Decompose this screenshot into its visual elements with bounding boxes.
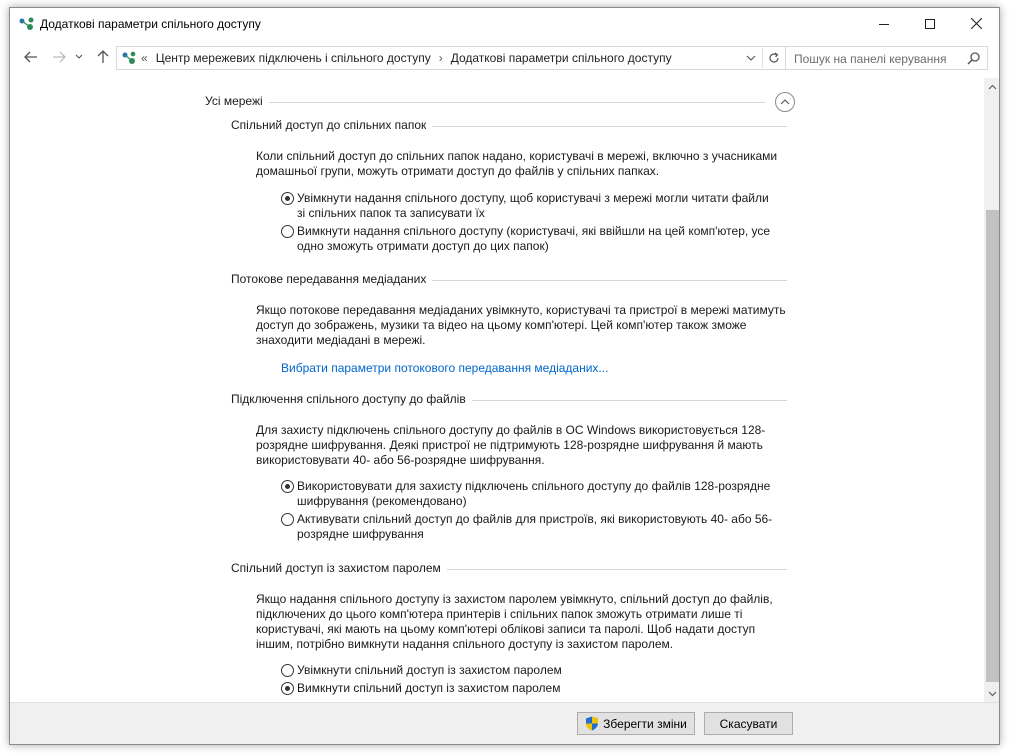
radio-option[interactable] bbox=[281, 479, 781, 509]
section-description: Коли спільний доступ до спільних папок надано, користувачі в мережі, включно з учасниками домашньої групи, можуть отримати доступ до файлів у спільних папках. bbox=[256, 149, 778, 178]
chevron-down-icon bbox=[746, 55, 756, 61]
arrow-left-icon bbox=[24, 51, 38, 63]
radio-button-checked[interactable] bbox=[281, 682, 294, 695]
radio-option[interactable] bbox=[281, 681, 781, 697]
arrow-up-icon bbox=[97, 50, 109, 64]
address-bar[interactable] bbox=[116, 46, 786, 70]
chevron-down-icon bbox=[75, 54, 83, 60]
radio-button[interactable] bbox=[281, 225, 294, 238]
section-media-streaming-header bbox=[231, 272, 787, 288]
title-bar bbox=[10, 8, 999, 40]
scrollbar-thumb[interactable] bbox=[986, 210, 999, 682]
minimize-button[interactable] bbox=[861, 8, 907, 39]
radio-label[interactable]: Використовувати для захисту підключень спільного доступу до файлів 128-розрядне шифрування (рекомендовано) bbox=[297, 479, 771, 508]
radio-button[interactable] bbox=[281, 513, 294, 526]
radio-option[interactable] bbox=[281, 224, 781, 254]
section-description: Для захисту підключень спільного доступу до файлів в ОС Windows використовується 128-розрядне шифрування. Деякі пристрої не підтримують 128-розрядне шифрування й мають використовувати 40- або 56-розрядне шифрування. bbox=[256, 423, 766, 467]
refresh-icon bbox=[768, 52, 780, 64]
save-changes-label: Зберегти зміни bbox=[603, 716, 687, 731]
radio-option[interactable] bbox=[281, 191, 781, 221]
breadcrumb-overflow[interactable]: « bbox=[141, 51, 148, 65]
cancel-button[interactable] bbox=[704, 712, 793, 735]
maximize-button[interactable] bbox=[907, 8, 953, 39]
section-title: Потокове передавання медіаданих bbox=[231, 272, 432, 286]
section-folder-sharing-header bbox=[231, 118, 787, 134]
section-file-sharing-connections-header bbox=[231, 392, 787, 408]
chevron-up-icon bbox=[988, 84, 997, 90]
radio-label[interactable]: Увімкнути спільний доступ із захистом паролем bbox=[297, 663, 562, 677]
radio-label[interactable]: Увімкнути надання спільного доступу, щоб користувачі з мережі могли читати файли зі спільних папок та записувати їх bbox=[297, 191, 769, 220]
address-dropdown-button[interactable] bbox=[743, 50, 759, 66]
chevron-down-icon bbox=[988, 691, 997, 697]
section-title: Підключення спільного доступу до файлів bbox=[231, 392, 472, 406]
media-streaming-options-link[interactable]: Вибрати параметри потокового передавання медіаданих... bbox=[281, 361, 609, 375]
search-input[interactable] bbox=[785, 46, 988, 70]
section-title: Спільний доступ із захистом паролем bbox=[231, 561, 447, 575]
section-description: Якщо надання спільного доступу із захистом паролем увімкнуто, спільний доступ до файлів, підключених до цього комп'ютера принтерів і спільних папок зможуть отримати лише ті користувачі, які мають на цьому комп'ютері облікові записи та паролі. Щоб надати доступ іншим, потрібно вимкнути надання спільного доступу із захистом паролем. bbox=[256, 592, 773, 651]
section-title: Спільний доступ до спільних папок bbox=[231, 118, 432, 132]
breadcrumb-separator[interactable]: › bbox=[438, 51, 443, 65]
radio-button[interactable] bbox=[281, 664, 294, 677]
all-networks-header bbox=[205, 94, 815, 112]
radio-option[interactable] bbox=[281, 512, 781, 542]
window bbox=[9, 7, 1000, 745]
collapse-button[interactable] bbox=[775, 92, 795, 112]
forward-button[interactable] bbox=[48, 46, 70, 68]
breadcrumb-network-center[interactable]: Центр мережевих підключень і спільного доступу bbox=[155, 51, 431, 65]
breadcrumb-current[interactable]: Додаткові параметри спільного доступу bbox=[450, 51, 672, 65]
divider bbox=[267, 102, 765, 103]
radio-button-checked[interactable] bbox=[281, 480, 294, 493]
scroll-down-button[interactable] bbox=[984, 685, 1000, 702]
uac-shield-icon bbox=[585, 716, 599, 731]
up-button[interactable] bbox=[92, 46, 114, 68]
recent-locations-button[interactable] bbox=[72, 46, 86, 68]
chevron-up-icon bbox=[780, 99, 790, 105]
back-button[interactable] bbox=[20, 46, 42, 68]
dialog-footer bbox=[10, 702, 1000, 745]
section-password-protected-header bbox=[231, 561, 787, 577]
scroll-up-button[interactable] bbox=[984, 78, 1000, 95]
radio-label[interactable]: Активувати спільний доступ до файлів для пристроїв, які використовують 40- або 56-розрядне шифрування bbox=[297, 512, 773, 541]
close-icon bbox=[971, 18, 982, 29]
close-button[interactable] bbox=[953, 8, 999, 39]
arrow-right-icon bbox=[52, 51, 66, 63]
section-description: Якщо потокове передавання медіаданих увімкнуто, користувачі та пристрої в мережі матимуть доступ до зображень, музики та відео на цьому комп'ютері. Цей комп'ютер також зможе знаходити медіадані в мережі. bbox=[256, 303, 786, 347]
maximize-icon bbox=[925, 19, 935, 29]
search-placeholder: Пошук на панелі керування bbox=[794, 52, 947, 66]
vertical-scrollbar[interactable] bbox=[984, 78, 1000, 702]
search-icon[interactable] bbox=[967, 51, 981, 65]
group-title: Усі мережі bbox=[205, 94, 269, 108]
refresh-button[interactable] bbox=[762, 48, 784, 68]
radio-label[interactable]: Вимкнути надання спільного доступу (користувачі, які ввійшли на цей комп'ютер, усе одно зможуть отримати доступ до цих папок) bbox=[297, 224, 771, 253]
radio-button-checked[interactable] bbox=[281, 192, 294, 205]
cancel-label: Скасувати bbox=[719, 716, 778, 731]
save-changes-button[interactable] bbox=[577, 712, 695, 735]
navigation-bar bbox=[10, 42, 999, 74]
radio-label[interactable]: Вимкнути спільний доступ із захистом паролем bbox=[297, 681, 561, 695]
network-center-icon bbox=[121, 50, 137, 66]
window-title: Додаткові параметри спільного доступу bbox=[40, 17, 261, 31]
radio-option[interactable] bbox=[281, 663, 781, 679]
settings-content bbox=[10, 78, 984, 702]
network-center-icon bbox=[18, 17, 36, 31]
minimize-icon bbox=[879, 19, 889, 29]
